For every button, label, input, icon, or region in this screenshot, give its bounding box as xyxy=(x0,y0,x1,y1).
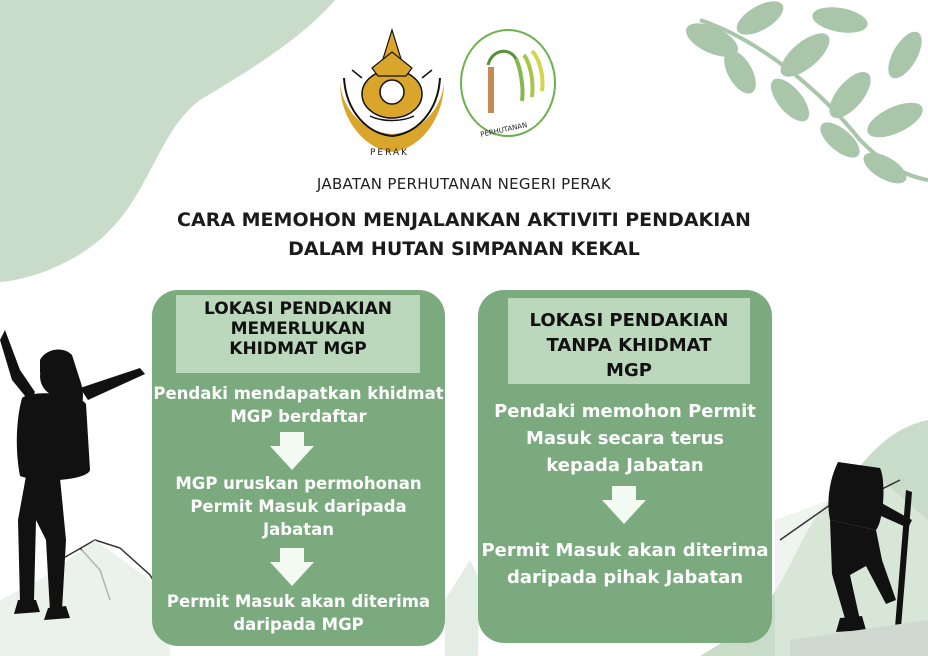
step-2 xyxy=(478,537,772,591)
panel-without-mgp xyxy=(478,290,772,643)
down-arrow-icon xyxy=(270,432,314,470)
step-line: Jabatan xyxy=(263,520,334,539)
step-line: Masuk secara terus xyxy=(525,428,725,449)
perhutanan-logo-icon xyxy=(458,27,558,139)
step-line: kepada Jabatan xyxy=(546,455,704,476)
header-line: MGP xyxy=(606,360,652,381)
header-line: LOKASI PENDAKIAN xyxy=(204,299,392,319)
title-line-1: CARA MEMOHON MENJALANKAN AKTIVITI PENDAKIAN xyxy=(177,209,751,231)
step-line: MGP uruskan permohonan xyxy=(175,474,422,493)
leaf-branch-icon xyxy=(681,0,928,190)
step-2 xyxy=(152,472,445,541)
page-title xyxy=(0,206,928,264)
down-arrow-icon xyxy=(602,486,646,524)
header-line: MEMERLUKAN xyxy=(230,319,366,339)
step-1 xyxy=(152,382,445,428)
step-1 xyxy=(478,398,772,479)
step-line: daripada pihak Jabatan xyxy=(506,567,744,588)
panel-with-mgp-header xyxy=(176,295,420,373)
perak-crest-label: PERAK xyxy=(370,148,410,158)
down-arrow-icon xyxy=(270,548,314,586)
step-line: Permit Masuk akan diterima xyxy=(481,540,769,561)
step-3 xyxy=(152,590,445,636)
step-line: daripada MGP xyxy=(233,615,364,634)
logo-group xyxy=(332,22,562,162)
step-line: Permit Masuk akan diterima xyxy=(166,592,431,611)
panel-with-mgp xyxy=(152,290,445,646)
panel-without-mgp-header xyxy=(508,298,750,384)
step-line: Permit Masuk daripada xyxy=(190,497,407,516)
step-line: Pendaki mendapatkan khidmat xyxy=(153,384,444,403)
header-line: LOKASI PENDAKIAN xyxy=(529,310,729,331)
perhutanan-logo-label: PERHUTANAN xyxy=(479,121,528,139)
title-line-2: DALAM HUTAN SIMPANAN KEKAL xyxy=(288,238,640,260)
department-name: JABATAN PERHUTANAN NEGERI PERAK xyxy=(316,175,612,193)
header-line: TANPA KHIDMAT xyxy=(546,335,712,356)
step-line: Pendaki memohon Permit xyxy=(494,401,756,422)
header-line: KHIDMAT MGP xyxy=(229,339,367,359)
step-line: MGP berdaftar xyxy=(230,407,367,426)
